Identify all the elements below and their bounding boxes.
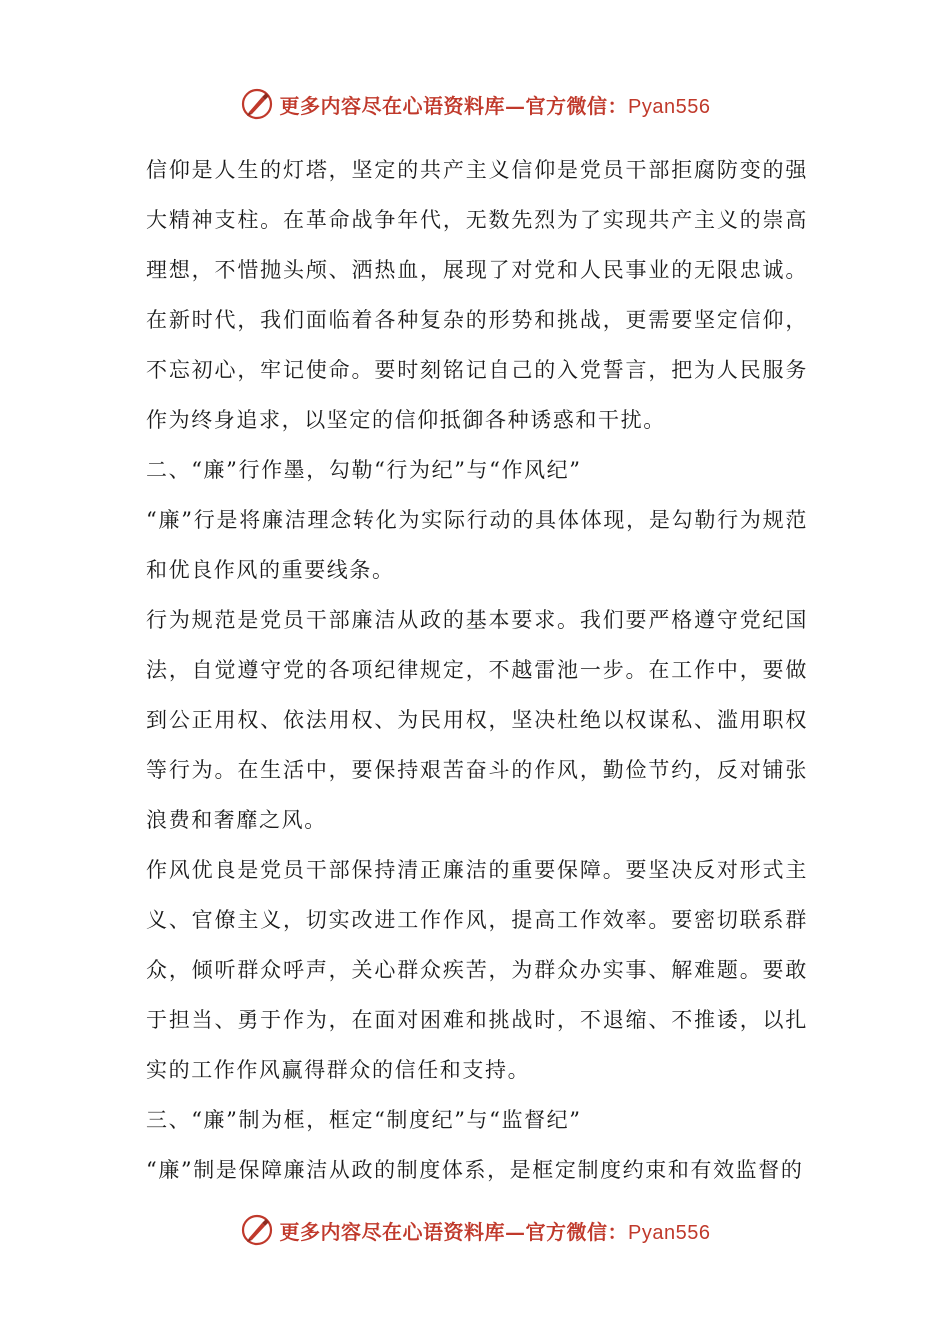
header-wechat-handle: Pyan556: [628, 95, 711, 118]
paragraph-work-style: 作风优良是党员干部保持清正廉洁的重要保障。要坚决反对形式主义、官僚主义，切实改进工作作风，提高工作效率。要密切联系群众，倾听群众呼声，关心群众疾苦，为群众办实事、解难题。要敢于担当、勇于作为，在面对困难和挑战时，不退缩、不推诿，以扎实的工作作风赢得群众的信任和支持。: [146, 858, 808, 1082]
paragraph-lian-xing: “廉”行是将廉洁理念转化为实际行动的具体体现，是勾勒行为规范和优良作风的重要线条。: [146, 508, 808, 582]
section-heading-2: 二、“廉”行作墨，勾勒“行为纪”与“作风纪”: [146, 458, 582, 482]
footer-watermark-text: 更多内容尽在心语资料库—官方微信：Pyan556: [279, 1219, 711, 1244]
pen-logo-icon: [240, 1213, 274, 1247]
header-watermark-banner: [0, 82, 950, 126]
document-body: [146, 145, 808, 1195]
footer-wechat-handle: Pyan556: [628, 1221, 711, 1244]
paragraph-faith: 信仰是人生的灯塔，坚定的共产主义信仰是党员干部拒腐防变的强大精神支柱。在革命战争年代，无数先烈为了实现共产主义的崇高理想，不惜抛头颅、洒热血，展现了对党和人民事业的无限忠诚。在新时代，我们面临着各种复杂的形势和挑战，更需要坚定信仰，不忘初心，牢记使命。要时刻铭记自己的入党誓言，把为人民服务作为终身追求，以坚定的信仰抵御各种诱惑和干扰。: [146, 158, 808, 432]
paragraph-lian-zhi: “廉”制是保障廉洁从政的制度体系，是框定制度约束和有效监督的: [146, 1158, 804, 1182]
paragraph-behavior-norms: 行为规范是党员干部廉洁从政的基本要求。我们要严格遵守党纪国法，自觉遵守党的各项纪律规定，不越雷池一步。在工作中，要做到公正用权、依法用权、为民用权，坚决杜绝以权谋私、滥用职权等行为。在生活中，要保持艰苦奋斗的作风，勤俭节约，反对铺张浪费和奢靡之风。: [146, 608, 808, 832]
header-watermark-text: 更多内容尽在心语资料库—官方微信：Pyan556: [279, 93, 711, 118]
section-heading-3: 三、“廉”制为框，框定“制度纪”与“监督纪”: [146, 1108, 582, 1132]
footer-watermark-banner: [0, 1208, 950, 1252]
pen-logo-icon: [240, 87, 274, 121]
